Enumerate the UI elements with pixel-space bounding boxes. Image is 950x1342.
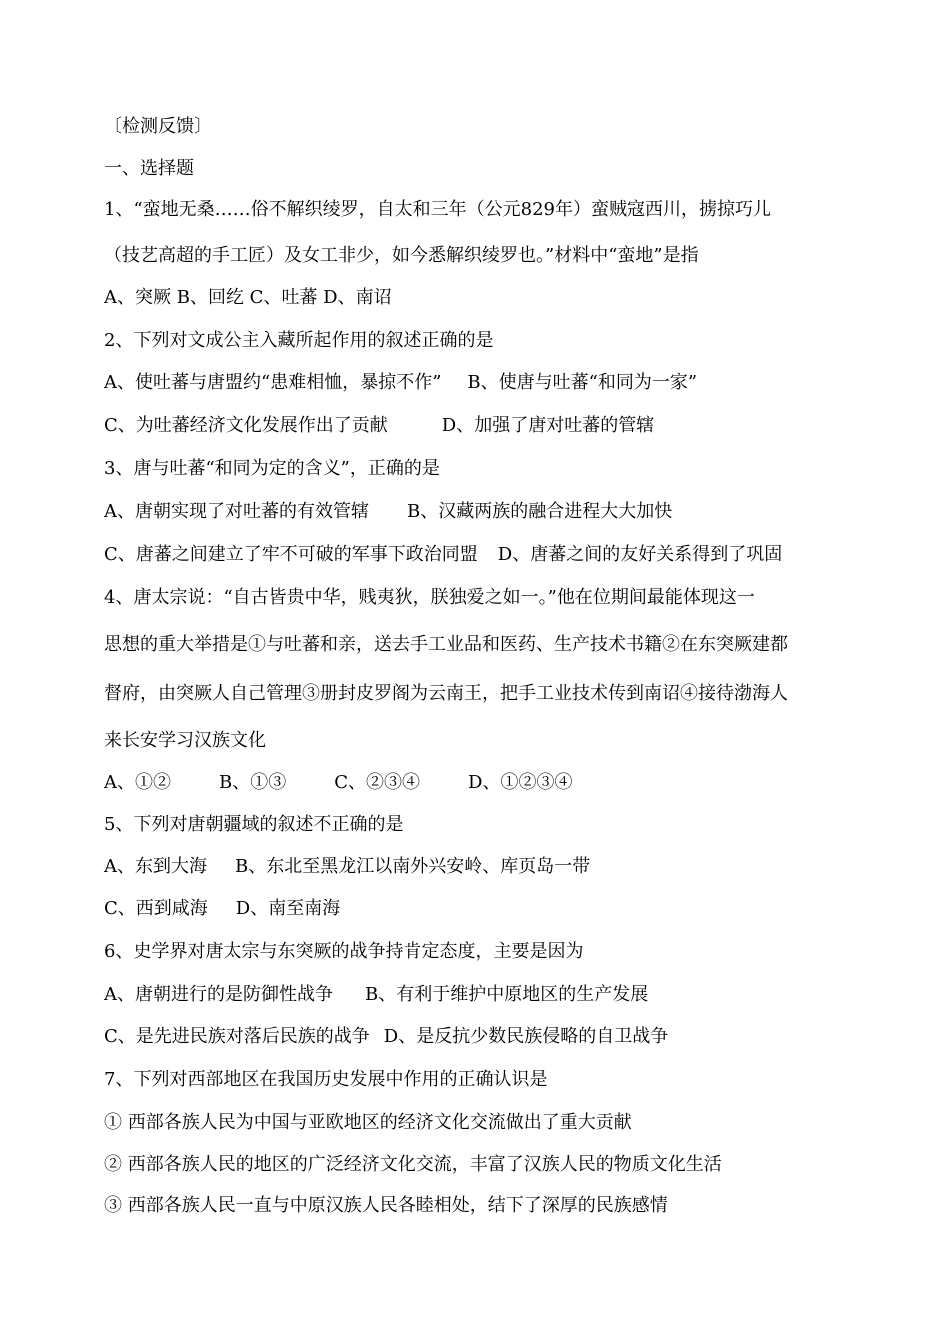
question-5-option-c: C、西到咸海 bbox=[104, 898, 208, 919]
question-6-options-row-2 bbox=[104, 1025, 668, 1049]
question-2-stem: 2、下列对文成公主入藏所起作用的叙述正确的是 bbox=[104, 330, 494, 351]
question-4-stem-line-2: 思想的重大举措是①与吐蕃和亲，送去手工业品和医药、生产技术书籍②在东突厥建都 bbox=[104, 634, 788, 655]
question-5-options-row-1 bbox=[104, 855, 590, 879]
question-5-option-a: A、东到大海 bbox=[104, 856, 207, 877]
question-6-option-a: A、唐朝进行的是防御性战争 bbox=[104, 984, 333, 1005]
question-5-option-d: D、南至南海 bbox=[235, 898, 341, 919]
question-2-option-c: C、为吐蕃经济文化发展作出了贡献 bbox=[104, 415, 388, 436]
question-7-item-3: ③ 西部各族人民一直与中原汉族人民各睦相处，结下了深厚的民族感情 bbox=[104, 1195, 668, 1216]
question-2-option-d: D、加强了唐对吐蕃的管辖 bbox=[441, 415, 655, 436]
question-3-option-a: A、唐朝实现了对吐蕃的有效管辖 bbox=[104, 501, 369, 522]
question-1-stem-line-1: 1、“蛮地无桑……俗不解织绫罗，自太和三年（公元829年）蛮贼寇西川，掳掠巧儿 bbox=[104, 199, 772, 220]
question-2-options-row-2 bbox=[104, 414, 654, 438]
question-3-option-c: C、唐蕃之间建立了牢不可破的军事下政治同盟 bbox=[104, 544, 478, 565]
question-4-stem-line-3: 督府，由突厥人自己管理③册封皮罗阁为云南王，把手工业技术传到南诏④接待渤海人 bbox=[104, 683, 788, 704]
question-7-item-2: ② 西部各族人民的地区的广泛经济文化交流，丰富了汉族人民的物质文化生活 bbox=[104, 1154, 722, 1175]
question-5-option-b: B、东北至黑龙江以南外兴安岭、库页岛一带 bbox=[235, 856, 591, 877]
question-6-option-c: C、是先进民族对落后民族的战争 bbox=[104, 1026, 370, 1047]
question-3-option-d: D、唐蕃之间的友好关系得到了巩固 bbox=[497, 544, 783, 565]
question-2-option-a: A、使吐蕃与唐盟约“患难相恤，暴掠不作” bbox=[104, 372, 442, 393]
section-header: 〔检测反馈〕 bbox=[104, 116, 212, 137]
question-1-options: A、突厥 B、回纥 C、吐蕃 D、南诏 bbox=[104, 287, 392, 308]
question-2-options-row-1 bbox=[104, 371, 697, 395]
question-7-stem: 7、下列对西部地区在我国历史发展中作用的正确认识是 bbox=[104, 1069, 548, 1090]
question-6-options-row-1 bbox=[104, 983, 648, 1007]
question-3-stem: 3、唐与吐蕃“和同为定的含义”，正确的是 bbox=[104, 458, 440, 479]
question-2-option-b: B、使唐与吐蕃“和同为一家” bbox=[467, 372, 698, 393]
question-4-option-a: A、①② bbox=[104, 772, 171, 793]
question-6-option-b: B、有利于维护中原地区的生产发展 bbox=[365, 984, 649, 1005]
part-title: 一、选择题 bbox=[104, 158, 194, 179]
question-7-item-1: ① 西部各族人民为中国与亚欧地区的经济文化交流做出了重大贡献 bbox=[104, 1112, 632, 1133]
question-3-options-row-2 bbox=[104, 543, 782, 567]
question-4-option-b: B、①③ bbox=[219, 772, 287, 793]
question-3-option-b: B、汉藏两族的融合进程大大加快 bbox=[407, 501, 673, 522]
question-5-stem: 5、下列对唐朝疆域的叙述不正确的是 bbox=[104, 814, 404, 835]
question-5-options-row-2 bbox=[104, 897, 340, 921]
question-6-option-d: D、是反抗少数民族侵略的自卫战争 bbox=[383, 1026, 669, 1047]
question-6-stem: 6、史学界对唐太宗与东突厥的战争持肯定态度，主要是因为 bbox=[104, 941, 584, 962]
question-4-stem-line-4: 来长安学习汉族文化 bbox=[104, 730, 266, 751]
question-3-options-row-1 bbox=[104, 500, 672, 524]
question-1-stem-line-2: （技艺高超的手工匠）及女工非少，如今悉解织绫罗也。”材料中“蛮地”是指 bbox=[104, 245, 699, 266]
question-4-stem-line-1: 4、唐太宗说：“自古皆贵中华，贱夷狄，朕独爱之如一。”他在位期间最能体现这一 bbox=[104, 587, 755, 608]
question-4-option-d: D、①②③④ bbox=[468, 772, 573, 793]
question-4-option-c: C、②③④ bbox=[334, 772, 421, 793]
question-4-options bbox=[104, 771, 572, 795]
